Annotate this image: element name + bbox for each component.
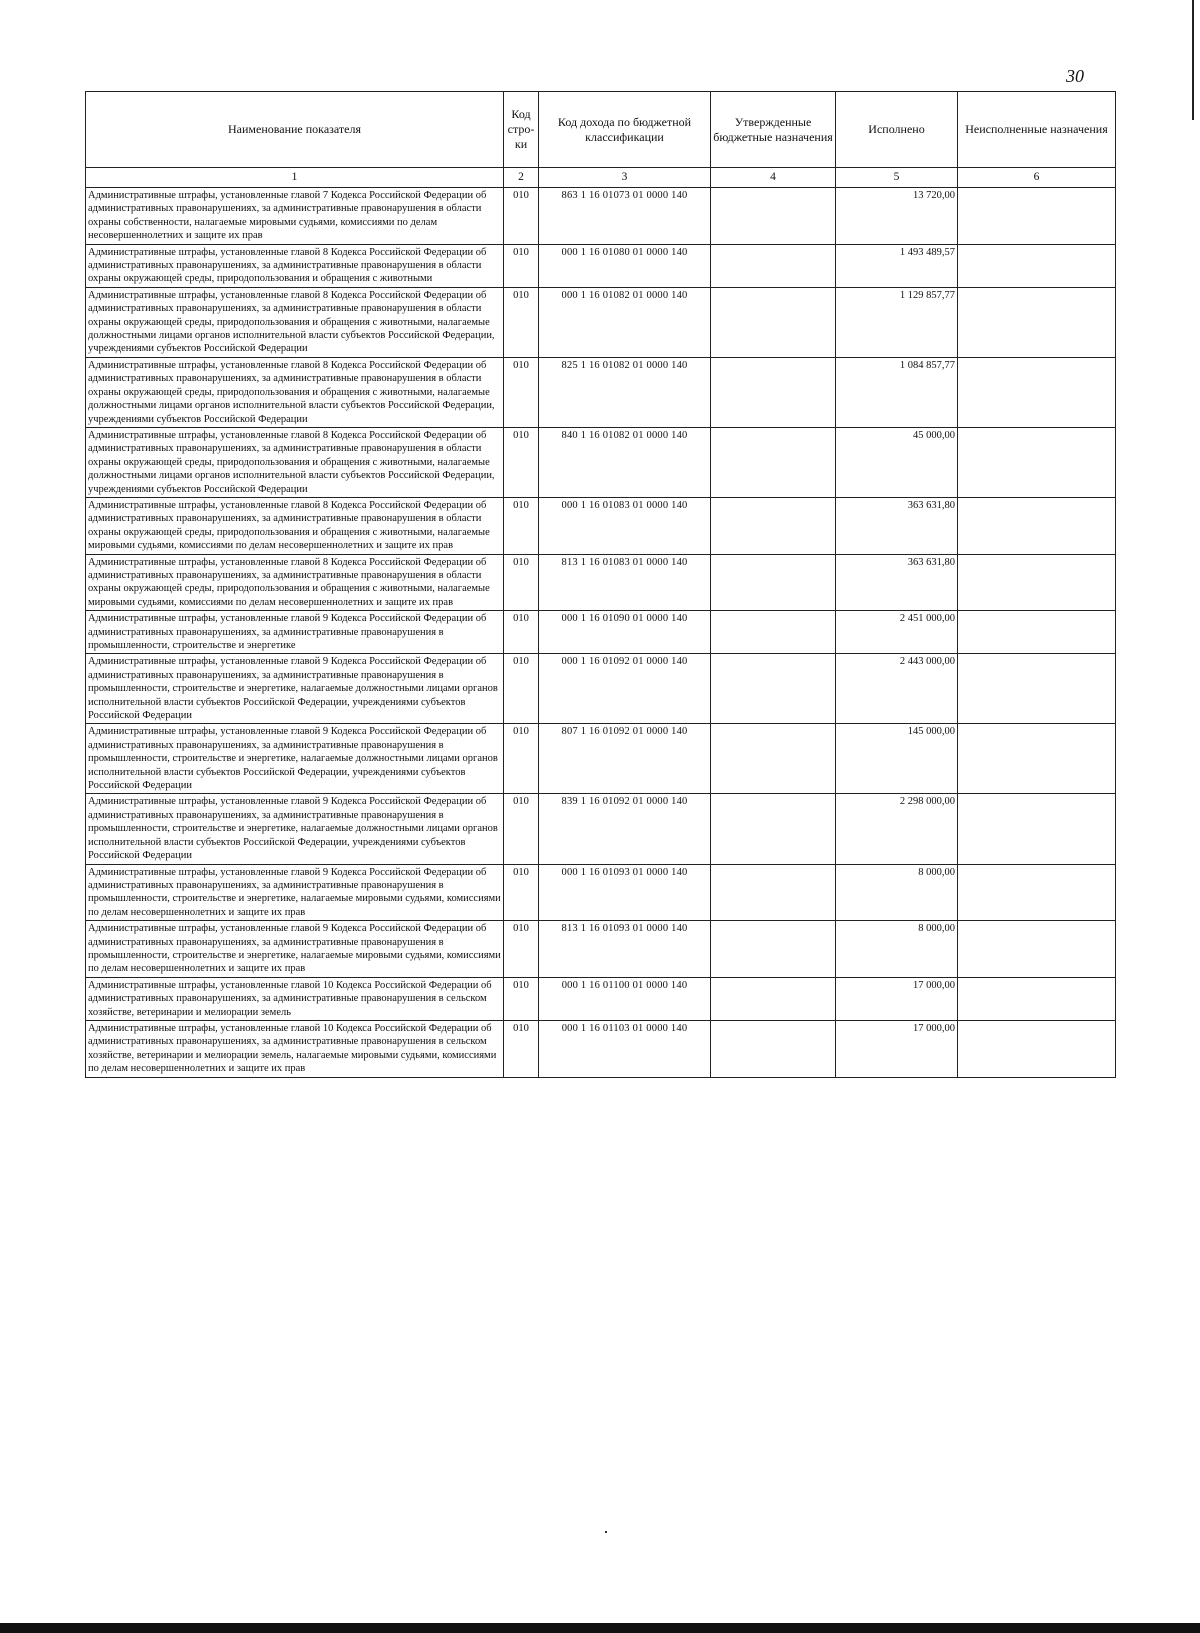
- line-code-cell: 010: [504, 188, 539, 245]
- table-row: [86, 497, 1116, 554]
- executed-amount-cell: 8 000,00: [836, 921, 958, 978]
- executed-amount-cell: 17 000,00: [836, 977, 958, 1020]
- line-code-cell: 010: [504, 864, 539, 921]
- line-code-cell: 010: [504, 724, 539, 794]
- table-header-row: [86, 92, 1116, 168]
- executed-amount-cell: 13 720,00: [836, 188, 958, 245]
- page-number: 30: [1066, 66, 1084, 86]
- unexecuted-amount-cell: [958, 554, 1116, 611]
- approved-amount-cell: [711, 864, 836, 921]
- scan-speck: [605, 1531, 607, 1533]
- line-code-cell: 010: [504, 611, 539, 654]
- executed-amount-cell: 17 000,00: [836, 1020, 958, 1077]
- revenue-code-cell: 839 1 16 01092 01 0000 140: [539, 794, 711, 864]
- table-row: [86, 724, 1116, 794]
- header-line-code: Код стро-ки: [504, 92, 539, 168]
- indicator-name-cell: Административные штрафы, установленные главой 10 Кодекса Российской Федерации об административных правонарушениях, за административные правонарушения в сельском хозяйстве, ветеринарии и мелиорации земель, налагаемые мировыми судьями, комиссиями по делам несовершеннолетних и защите их прав: [86, 1020, 504, 1077]
- approved-amount-cell: [711, 794, 836, 864]
- unexecuted-amount-cell: [958, 188, 1116, 245]
- line-code-cell: 010: [504, 497, 539, 554]
- header-indicator-name: Наименование показателя: [86, 92, 504, 168]
- indicator-name-cell: Административные штрафы, установленные главой 9 Кодекса Российской Федерации об административных правонарушениях, за административные правонарушения в промышленности, строительстве и энергетике, налагаемые должностными лицами органов исполнительной власти субъектов Российской Федерации, учреждениями субъектов Российской Федерации: [86, 654, 504, 724]
- executed-amount-cell: 363 631,80: [836, 554, 958, 611]
- indicator-name-cell: Административные штрафы, установленные главой 9 Кодекса Российской Федерации об административных правонарушениях, за административные правонарушения в промышленности, строительстве и энергетике, налагаемые должностными лицами органов исполнительной власти субъектов Российской Федерации, учреждениями субъектов Российской Федерации: [86, 724, 504, 794]
- approved-amount-cell: [711, 357, 836, 427]
- column-number-row: [86, 168, 1116, 188]
- scan-bottom-border: [0, 1623, 1200, 1633]
- unexecuted-amount-cell: [958, 864, 1116, 921]
- unexecuted-amount-cell: [958, 357, 1116, 427]
- approved-amount-cell: [711, 724, 836, 794]
- line-code-cell: 010: [504, 244, 539, 287]
- line-code-cell: 010: [504, 554, 539, 611]
- indicator-name-cell: Административные штрафы, установленные главой 9 Кодекса Российской Федерации об административных правонарушениях, за административные правонарушения в промышленности, строительстве и энергетике, налагаемые должностными лицами органов исполнительной власти субъектов Российской Федерации, учреждениями субъектов Российской Федерации: [86, 794, 504, 864]
- indicator-name-cell: Административные штрафы, установленные главой 8 Кодекса Российской Федерации об административных правонарушениях, за административные правонарушения в области охраны окружающей среды, природопользования и обращения с животными, налагаемые должностными лицами органов исполнительной власти субъектов Российской Федерации, учреждениями субъектов Российской Федерации: [86, 427, 504, 497]
- table-row: [86, 794, 1116, 864]
- revenue-code-cell: 000 1 16 01090 01 0000 140: [539, 611, 711, 654]
- executed-amount-cell: 145 000,00: [836, 724, 958, 794]
- scan-edge-line: [1192, 0, 1194, 120]
- executed-amount-cell: 2 298 000,00: [836, 794, 958, 864]
- indicator-name-cell: Административные штрафы, установленные главой 7 Кодекса Российской Федерации об административных правонарушениях, за административные правонарушения в области охраны собственности, налагаемые мировыми судьями, комиссиями по делам несовершеннолетних и защите их прав: [86, 188, 504, 245]
- table-body: [86, 188, 1116, 1078]
- table-row: [86, 554, 1116, 611]
- indicator-name-cell: Административные штрафы, установленные главой 8 Кодекса Российской Федерации об административных правонарушениях, за административные правонарушения в области охраны окружающей среды, природопользования и обращения с животными: [86, 244, 504, 287]
- indicator-name-cell: Административные штрафы, установленные главой 8 Кодекса Российской Федерации об административных правонарушениях, за административные правонарушения в области охраны окружающей среды, природопользования и обращения с животными, налагаемые мировыми судьями, комиссиями по делам несовершеннолетних и защите их прав: [86, 497, 504, 554]
- revenue-code-cell: 000 1 16 01093 01 0000 140: [539, 864, 711, 921]
- line-code-cell: 010: [504, 921, 539, 978]
- header-approved: Утвержденные бюджетные назначения: [711, 92, 836, 168]
- column-number: 5: [836, 168, 958, 188]
- unexecuted-amount-cell: [958, 921, 1116, 978]
- header-executed: Исполнено: [836, 92, 958, 168]
- unexecuted-amount-cell: [958, 427, 1116, 497]
- indicator-name-cell: Административные штрафы, установленные главой 10 Кодекса Российской Федерации об административных правонарушениях, за административные правонарушения в сельском хозяйстве, ветеринарии и мелиорации земель: [86, 977, 504, 1020]
- line-code-cell: 010: [504, 794, 539, 864]
- indicator-name-cell: Административные штрафы, установленные главой 9 Кодекса Российской Федерации об административных правонарушениях, за административные правонарушения в промышленности, строительстве и энергетике: [86, 611, 504, 654]
- unexecuted-amount-cell: [958, 287, 1116, 357]
- unexecuted-amount-cell: [958, 654, 1116, 724]
- column-number: 3: [539, 168, 711, 188]
- executed-amount-cell: 2 443 000,00: [836, 654, 958, 724]
- revenue-report-table: [85, 91, 1116, 1078]
- unexecuted-amount-cell: [958, 1020, 1116, 1077]
- unexecuted-amount-cell: [958, 611, 1116, 654]
- revenue-code-cell: 863 1 16 01073 01 0000 140: [539, 188, 711, 245]
- revenue-code-cell: 000 1 16 01083 01 0000 140: [539, 497, 711, 554]
- approved-amount-cell: [711, 188, 836, 245]
- table-row: [86, 977, 1116, 1020]
- line-code-cell: 010: [504, 1020, 539, 1077]
- indicator-name-cell: Административные штрафы, установленные главой 8 Кодекса Российской Федерации об административных правонарушениях, за административные правонарушения в области охраны окружающей среды, природопользования и обращения с животными, налагаемые должностными лицами органов исполнительной власти субъектов Российской Федерации, учреждениями субъектов Российской Федерации: [86, 287, 504, 357]
- unexecuted-amount-cell: [958, 244, 1116, 287]
- unexecuted-amount-cell: [958, 497, 1116, 554]
- indicator-name-cell: Административные штрафы, установленные главой 9 Кодекса Российской Федерации об административных правонарушениях, за административные правонарушения в промышленности, строительстве и энергетике, налагаемые мировыми судьями, комиссиями по делам несовершеннолетних и защите их прав: [86, 921, 504, 978]
- executed-amount-cell: 363 631,80: [836, 497, 958, 554]
- indicator-name-cell: Административные штрафы, установленные главой 9 Кодекса Российской Федерации об административных правонарушениях, за административные правонарушения в промышленности, строительстве и энергетике, налагаемые мировыми судьями, комиссиями по делам несовершеннолетних и защите их прав: [86, 864, 504, 921]
- approved-amount-cell: [711, 554, 836, 611]
- executed-amount-cell: 2 451 000,00: [836, 611, 958, 654]
- header-revenue-code: Код дохода по бюджетной классификации: [539, 92, 711, 168]
- column-number: 4: [711, 168, 836, 188]
- approved-amount-cell: [711, 611, 836, 654]
- unexecuted-amount-cell: [958, 794, 1116, 864]
- table-row: [86, 611, 1116, 654]
- approved-amount-cell: [711, 427, 836, 497]
- executed-amount-cell: 45 000,00: [836, 427, 958, 497]
- header-unexecuted: Неисполненные назначения: [958, 92, 1116, 168]
- line-code-cell: 010: [504, 654, 539, 724]
- approved-amount-cell: [711, 654, 836, 724]
- table-row: [86, 287, 1116, 357]
- executed-amount-cell: 1 129 857,77: [836, 287, 958, 357]
- indicator-name-cell: Административные штрафы, установленные главой 8 Кодекса Российской Федерации об административных правонарушениях, за административные правонарушения в области охраны окружающей среды, природопользования и обращения с животными, налагаемые мировыми судьями, комиссиями по делам несовершеннолетних и защите их прав: [86, 554, 504, 611]
- approved-amount-cell: [711, 497, 836, 554]
- revenue-code-cell: 000 1 16 01092 01 0000 140: [539, 654, 711, 724]
- table-row: [86, 357, 1116, 427]
- table-row: [86, 188, 1116, 245]
- column-number: 1: [86, 168, 504, 188]
- column-number: 2: [504, 168, 539, 188]
- table-row: [86, 654, 1116, 724]
- approved-amount-cell: [711, 977, 836, 1020]
- table-row: [86, 1020, 1116, 1077]
- revenue-code-cell: 807 1 16 01092 01 0000 140: [539, 724, 711, 794]
- revenue-code-cell: 000 1 16 01080 01 0000 140: [539, 244, 711, 287]
- line-code-cell: 010: [504, 357, 539, 427]
- line-code-cell: 010: [504, 977, 539, 1020]
- line-code-cell: 010: [504, 287, 539, 357]
- executed-amount-cell: 1 493 489,57: [836, 244, 958, 287]
- revenue-code-cell: 813 1 16 01083 01 0000 140: [539, 554, 711, 611]
- revenue-code-cell: 000 1 16 01103 01 0000 140: [539, 1020, 711, 1077]
- executed-amount-cell: 1 084 857,77: [836, 357, 958, 427]
- approved-amount-cell: [711, 244, 836, 287]
- table-row: [86, 921, 1116, 978]
- approved-amount-cell: [711, 1020, 836, 1077]
- indicator-name-cell: Административные штрафы, установленные главой 8 Кодекса Российской Федерации об административных правонарушениях, за административные правонарушения в области охраны окружающей среды, природопользования и обращения с животными, налагаемые должностными лицами органов исполнительной власти субъектов Российской Федерации, учреждениями субъектов Российской Федерации: [86, 357, 504, 427]
- table-row: [86, 864, 1116, 921]
- revenue-code-cell: 000 1 16 01082 01 0000 140: [539, 287, 711, 357]
- revenue-code-cell: 813 1 16 01093 01 0000 140: [539, 921, 711, 978]
- column-number: 6: [958, 168, 1116, 188]
- executed-amount-cell: 8 000,00: [836, 864, 958, 921]
- unexecuted-amount-cell: [958, 724, 1116, 794]
- line-code-cell: 010: [504, 427, 539, 497]
- revenue-code-cell: 000 1 16 01100 01 0000 140: [539, 977, 711, 1020]
- table-row: [86, 427, 1116, 497]
- approved-amount-cell: [711, 921, 836, 978]
- approved-amount-cell: [711, 287, 836, 357]
- revenue-code-cell: 840 1 16 01082 01 0000 140: [539, 427, 711, 497]
- unexecuted-amount-cell: [958, 977, 1116, 1020]
- table-row: [86, 244, 1116, 287]
- revenue-code-cell: 825 1 16 01082 01 0000 140: [539, 357, 711, 427]
